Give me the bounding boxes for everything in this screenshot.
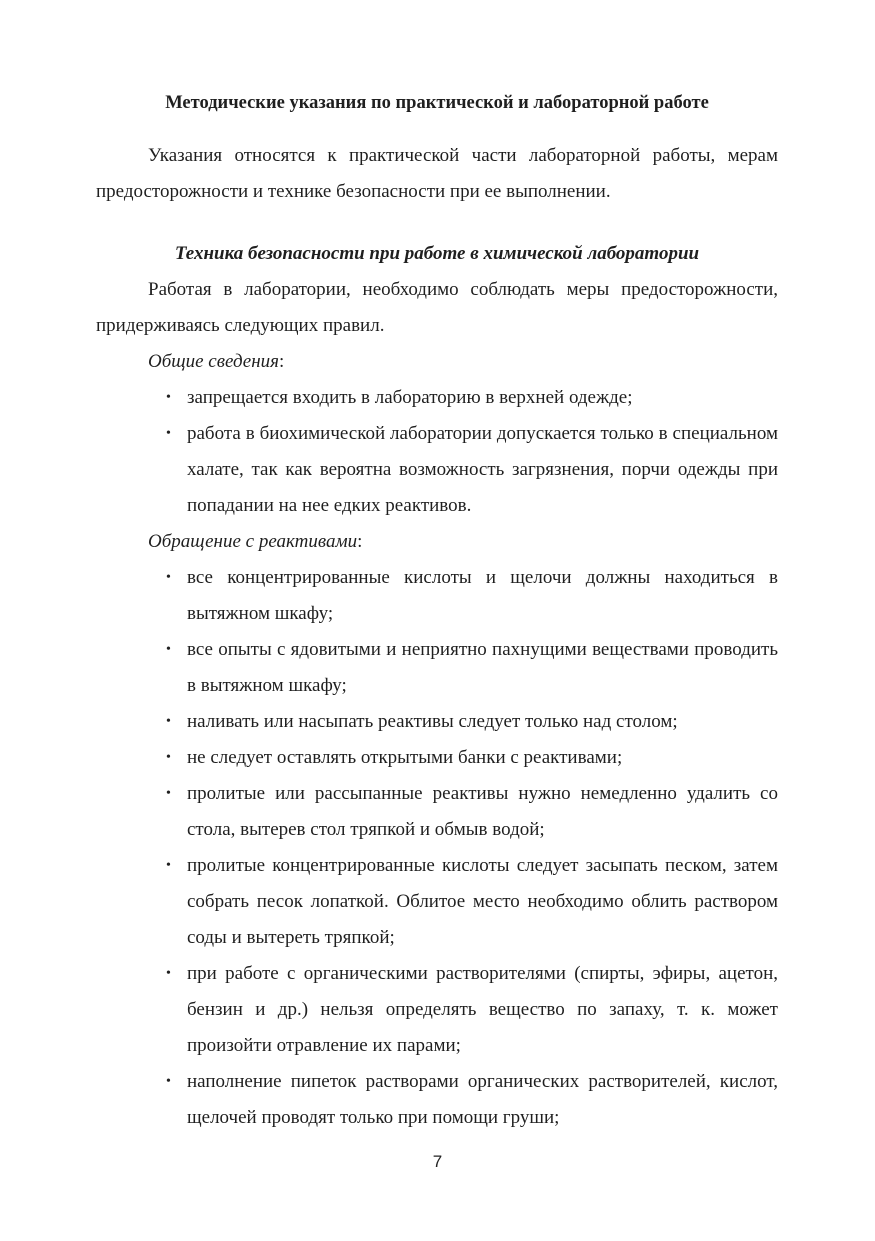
bullet-icon: • xyxy=(166,642,171,657)
bullet-icon: • xyxy=(166,570,171,585)
list-item xyxy=(96,776,778,848)
list-item-text: все концентрированные кислоты и щелочи должны находиться в вытяжном шкафу; xyxy=(187,567,778,624)
rules-intro-paragraph: Работая в лаборатории, необходимо соблюдать меры предосторожности, придерживаясь следующих правил. xyxy=(96,279,778,336)
bullet-icon: • xyxy=(166,390,171,405)
list-item-text: при работе с органическими растворителями (спирты, эфиры, ацетон, бензин и др.) нельзя определять вещество по запаху, т. к. может произойти отравление их парами; xyxy=(187,963,778,1056)
bullet-icon: • xyxy=(166,750,171,765)
list-item xyxy=(96,632,778,704)
bullet-icon: • xyxy=(166,786,171,801)
section-label-text: Обращение с реактивами xyxy=(148,531,358,552)
list-item xyxy=(96,740,778,776)
list-item-text: не следует оставлять открытыми банки с реактивами; xyxy=(187,747,623,768)
list-item xyxy=(96,416,778,524)
section-label-reagents xyxy=(96,524,778,560)
list-item-text: все опыты с ядовитыми и неприятно пахнущими веществами проводить в вытяжном шкафу; xyxy=(187,639,778,696)
section-label-text: Общие сведения xyxy=(148,351,279,372)
list-item-text: пролитые концентрированные кислоты следует засыпать песком, затем собрать песок лопаткой. Облитое место необходимо облить раствором соды и вытереть тряпкой; xyxy=(187,855,778,948)
list-item xyxy=(96,848,778,956)
bullet-icon: • xyxy=(166,1074,171,1089)
list-item-text: работа в биохимической лаборатории допускается только в специальном халате, так как вероятна возможность загрязнения, порчи одежды при попадании на нее едких реактивов. xyxy=(187,423,778,516)
section-label-colon: : xyxy=(278,351,285,372)
bullet-icon: • xyxy=(166,858,171,873)
section-label-general xyxy=(96,344,778,380)
list-item-text: наполнение пипеток растворами органических растворителей, кислот, щелочей проводят только при помощи груши; xyxy=(187,1071,778,1128)
list-item xyxy=(96,560,778,632)
section-label-colon: : xyxy=(357,531,363,552)
bullet-icon: • xyxy=(166,426,171,441)
intro-paragraph: Указания относятся к практической части лабораторной работы, мерам предосторожности и технике безопасности при ее выполнении. xyxy=(96,145,778,202)
section-subtitle: Техника безопасности при работе в химической лаборатории xyxy=(174,243,700,264)
list-item xyxy=(96,380,778,416)
list-item xyxy=(96,704,778,740)
page-content xyxy=(96,88,778,1136)
rule-list-general xyxy=(96,380,778,524)
list-item-text: пролитые или рассыпанные реактивы нужно немедленно удалить со стола, вытерев стол тряпкой и обмыв водой; xyxy=(187,783,778,840)
list-item xyxy=(96,1064,778,1136)
page-number: 7 xyxy=(432,1152,443,1171)
bullet-icon: • xyxy=(166,966,171,981)
page-title: Методические указания по практической и лабораторной работе xyxy=(165,93,709,113)
list-item xyxy=(96,956,778,1064)
list-item-text: запрещается входить в лабораторию в верхней одежде; xyxy=(187,387,633,408)
list-item-text: наливать или насыпать реактивы следует только над столом; xyxy=(187,711,678,732)
bullet-icon: • xyxy=(166,714,171,729)
rule-list-reagents xyxy=(96,560,778,1136)
